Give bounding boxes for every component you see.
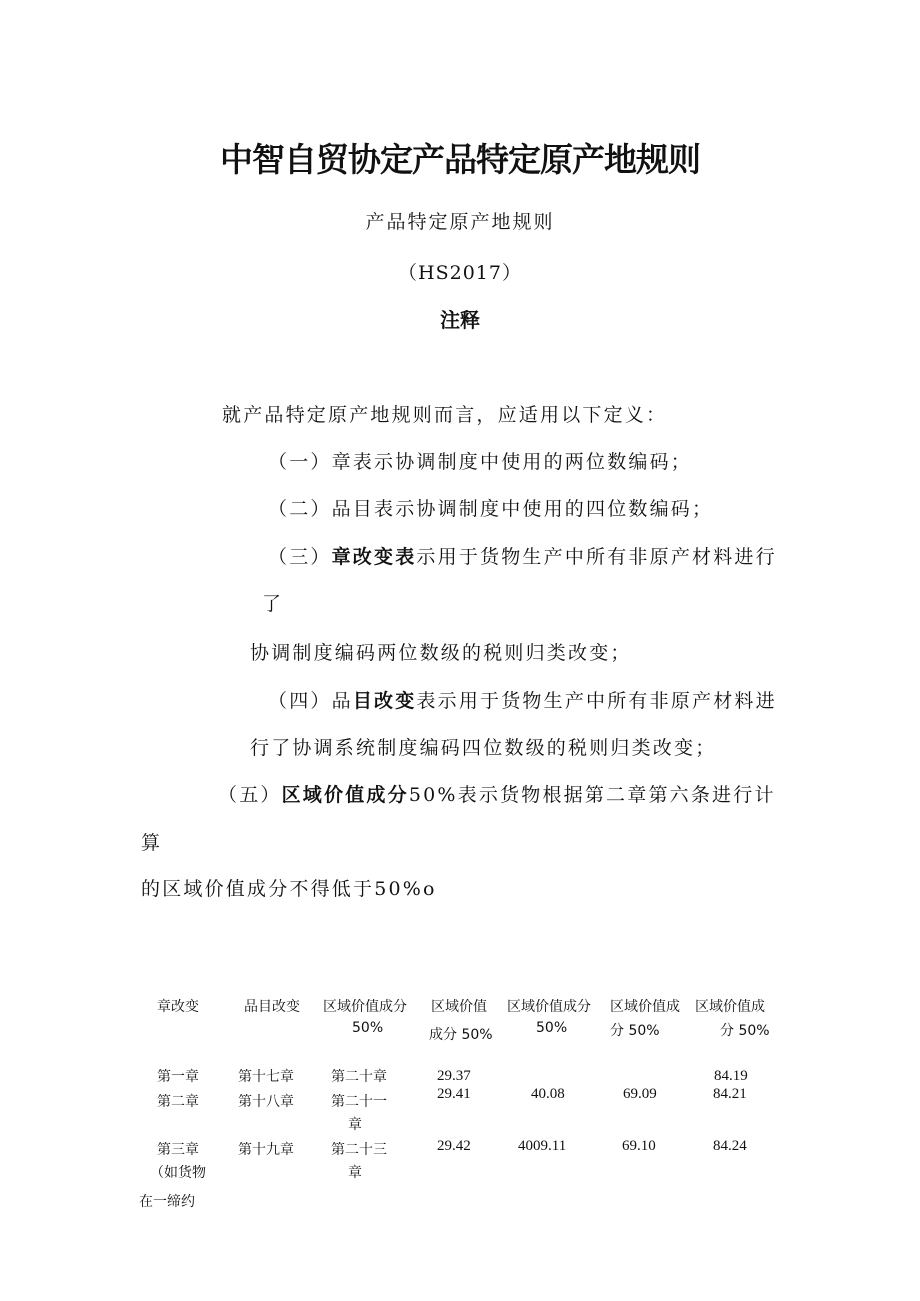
definition-5-prefix: （五）	[218, 784, 282, 806]
table-header-chapter-change: 章改变	[157, 999, 199, 1015]
table-cell: 4009.11	[518, 1138, 567, 1154]
table-cell: 第二章	[157, 1094, 199, 1110]
table-cell: 第十八章	[238, 1094, 294, 1110]
table-cell: 第二十一	[331, 1094, 387, 1110]
definition-3-text: 示用于货物生产中所有非原产材料进行	[416, 546, 777, 568]
table-cell: 第二十三	[331, 1142, 387, 1158]
definition-3-line2: 了	[262, 593, 284, 615]
definition-3-prefix: （三）	[268, 546, 332, 568]
document-subtitle: 产品特定原产地规则	[365, 211, 555, 233]
table-cell: 章	[348, 1117, 362, 1133]
table-header-rvc-1: 区域价值成分	[323, 999, 407, 1015]
definition-3-term: 章改变表	[331, 546, 417, 568]
definition-5-term: 区域价值成分	[281, 784, 409, 806]
table-header-rvc-5-pct: 分 50%	[720, 1023, 770, 1039]
table-cell: 69.09	[623, 1086, 657, 1102]
table-cell: 第二十章	[331, 1069, 387, 1085]
table-cell: （如货物	[150, 1165, 206, 1181]
table-header-rvc-2-pct: 成分 50%	[429, 1027, 493, 1043]
definition-3-line3: 协调制度编码两位数级的税则归类改变；	[250, 642, 632, 664]
table-cell: 29.41	[437, 1086, 471, 1102]
table-cell: 在一缔约	[139, 1194, 195, 1210]
table-cell: 章	[348, 1165, 362, 1181]
table-cell: 第三章	[157, 1142, 199, 1158]
notes-heading: 注释	[440, 308, 480, 332]
table-header-heading-change: 品目改变	[244, 999, 300, 1015]
definition-4-term: 目改变	[352, 690, 417, 712]
table-cell: 84.24	[713, 1138, 747, 1154]
table-cell: 第十七章	[238, 1069, 294, 1085]
definition-3-line1	[268, 542, 777, 569]
hs-version: （HS2017）	[398, 262, 522, 284]
definition-5-text: 50%表示货物根据第二章第六条进行计	[408, 784, 776, 806]
definition-2: （二）品目表示协调制度中使用的四位数编码；	[268, 498, 714, 520]
definition-1: （一）章表示协调制度中使用的两位数编码；	[268, 451, 693, 473]
table-cell: 69.10	[622, 1138, 656, 1154]
definition-5-line1	[218, 780, 776, 807]
table-cell: 第一章	[157, 1069, 199, 1085]
table-header-rvc-4-pct: 分 50%	[610, 1023, 660, 1039]
document-title: 中智自贸协定产品特定原产地规则	[220, 140, 700, 179]
definition-4-prefix: （四）品	[268, 690, 353, 712]
table-header-rvc-3: 区域价值成分	[507, 999, 591, 1015]
definition-4-line2: 行了协调系统制度编码四位数级的税则归类改变；	[250, 737, 717, 759]
table-cell: 第十九章	[238, 1142, 294, 1158]
table-header-rvc-1-pct: 50%	[352, 1020, 384, 1036]
definition-5-line3: 的区域价值成分不得低于50%o	[141, 878, 437, 900]
table-cell: 84.19	[714, 1068, 748, 1084]
table-cell: 40.08	[531, 1086, 565, 1102]
table-cell: 29.37	[437, 1068, 471, 1084]
definition-4-line1	[268, 686, 777, 713]
table-cell: 84.21	[713, 1086, 747, 1102]
definition-5-line2: 算	[141, 832, 163, 854]
table-header-rvc-3-pct: 50%	[536, 1020, 568, 1036]
intro-paragraph: 就产品特定原产地规则而言，应适用以下定义：	[222, 404, 668, 426]
definition-4-text: 表示用于货物生产中所有非原产材料进	[416, 690, 777, 712]
table-header-rvc-5: 区域价值成	[695, 999, 765, 1015]
table-header-rvc-2: 区域价值	[431, 999, 487, 1015]
table-cell: 29.42	[437, 1138, 471, 1154]
table-header-rvc-4: 区域价值成	[610, 999, 680, 1015]
